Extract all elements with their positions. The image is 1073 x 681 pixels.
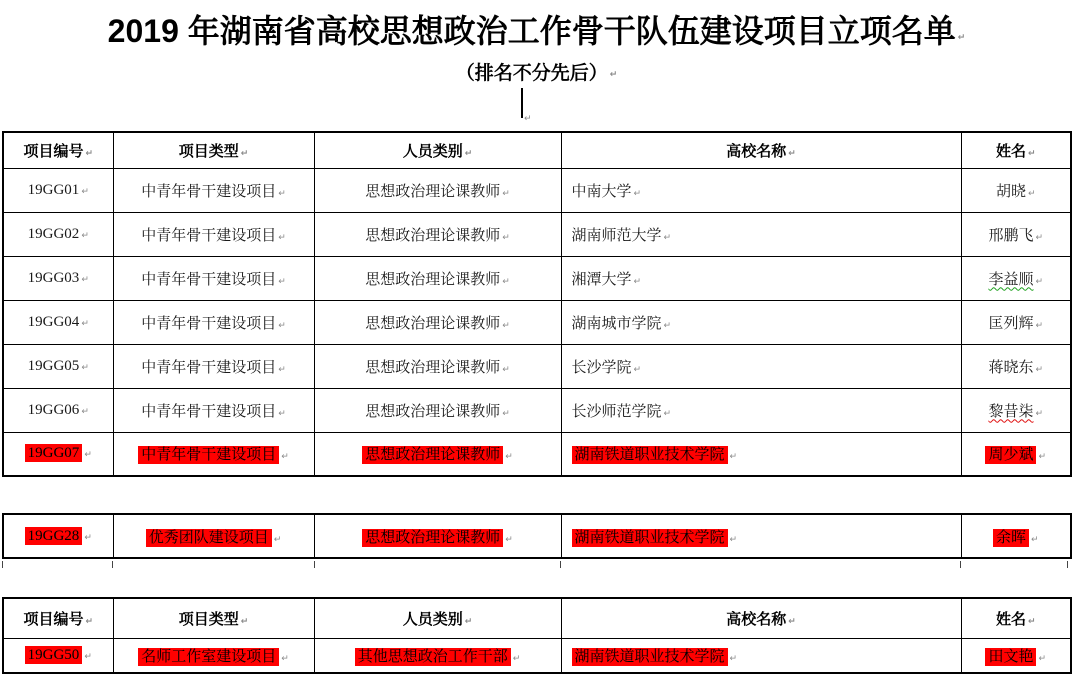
highlighted-text: 湖南铁道职业技术学院 [572,529,728,547]
table-row [3,168,1071,212]
cell-project-type [113,432,314,476]
cell-personnel-category: 思想政治理论课教师 ↵ [314,300,561,344]
spellcheck-underlined-name: 李益顺 [988,271,1034,288]
table-row [3,388,1071,432]
table-header-row [3,598,1071,638]
cell-name: 匡列辉 ↵ [961,300,1071,344]
cell-project-code [3,432,113,476]
header-name: 姓名 ↵ [961,598,1071,638]
highlighted-text: 思想政治理论课教师 [362,446,503,464]
cell-project-type [113,514,314,558]
cell-personnel-category: 思想政治理论课教师 ↵ [314,256,561,300]
cell-university: 湖南城市学院 ↵ [561,300,961,344]
header-personnel-category: 人员类别 ↵ [314,598,561,638]
cell-name [961,388,1071,432]
cell-university: 长沙学院 ↵ [561,344,961,388]
table-row [3,212,1071,256]
excellent-team-row-table [2,513,1072,559]
cell-project-type: 中青年骨干建设项目 ↵ [113,344,314,388]
callout-line [521,88,523,118]
cell-university: 湖南师范大学 ↵ [561,212,961,256]
cell-project-code: 19GG01 ↵ [3,168,113,212]
highlighted-text: 田文艳 [985,648,1036,666]
cell-name: 邢鹏飞 ↵ [961,212,1071,256]
table-edge-stub [1067,561,1068,568]
main-approval-table [2,131,1072,477]
table-edge-stub [2,561,3,568]
table-edge-stub [314,561,315,568]
cell-name: 蒋晓东 ↵ [961,344,1071,388]
page-title: 2019 年湖南省高校思想政治工作骨干队伍建设项目立项名单 ↵ [0,6,1073,52]
cell-project-type: 中青年骨干建设项目 ↵ [113,168,314,212]
header-university: 高校名称 ↵ [561,132,961,168]
cell-university [561,432,961,476]
table-row [3,300,1071,344]
master-studio-table [2,597,1072,674]
cell-project-type: 中青年骨干建设项目 ↵ [113,256,314,300]
table-row-highlighted [3,514,1071,558]
table-row [3,256,1071,300]
cell-project-code [3,638,113,673]
cell-university: 长沙师范学院 ↵ [561,388,961,432]
header-university: 高校名称 ↵ [561,598,961,638]
highlighted-text: 其他思想政治工作干部 [355,648,511,666]
highlighted-text: 思想政治理论课教师 [362,529,503,547]
cell-project-type: 中青年骨干建设项目 ↵ [113,388,314,432]
highlighted-text: 19GG07 [25,444,83,462]
cell-project-type: 中青年骨干建设项目 ↵ [113,212,314,256]
header-project-code: 项目编号 ↵ [3,132,113,168]
highlighted-text: 名师工作室建设项目 [138,648,279,666]
table-edge-stub [560,561,561,568]
cell-personnel-category [314,514,561,558]
highlighted-text: 湖南铁道职业技术学院 [572,446,728,464]
cell-name [961,432,1071,476]
highlighted-text: 19GG50 [25,646,83,664]
cell-personnel-category [314,432,561,476]
header-project-type: 项目类型 ↵ [113,598,314,638]
cell-personnel-category: 思想政治理论课教师 ↵ [314,168,561,212]
highlighted-text: 优秀团队建设项目 [146,529,272,547]
cell-name [961,514,1071,558]
highlighted-text: 周少斌 [985,446,1036,464]
highlighted-text: 湖南铁道职业技术学院 [572,648,728,666]
cell-personnel-category: 思想政治理论课教师 ↵ [314,388,561,432]
cell-university: 中南大学 ↵ [561,168,961,212]
cell-university [561,638,961,673]
cell-name: 胡晓 ↵ [961,168,1071,212]
table-edge-stub [960,561,961,568]
page-subtitle: （排名不分先后） ↵ [0,58,1073,85]
cell-personnel-category [314,638,561,673]
table-row-highlighted [3,432,1071,476]
cell-name [961,256,1071,300]
cell-personnel-category: 思想政治理论课教师 ↵ [314,212,561,256]
cell-personnel-category: 思想政治理论课教师 ↵ [314,344,561,388]
cell-project-code: 19GG04 ↵ [3,300,113,344]
spellcheck-underlined-name: 黎昔柒 [988,403,1034,420]
cell-project-type: 中青年骨干建设项目 ↵ [113,300,314,344]
cell-university [561,514,961,558]
header-project-code: 项目编号 ↵ [3,598,113,638]
table-row [3,344,1071,388]
highlighted-text: 中青年骨干建设项目 [138,446,279,464]
header-project-type: 项目类型 ↵ [113,132,314,168]
table-edge-stub [112,561,113,568]
cell-project-code: 19GG06 ↵ [3,388,113,432]
header-name: 姓名 ↵ [961,132,1071,168]
cell-project-type [113,638,314,673]
cell-project-code: 19GG02 ↵ [3,212,113,256]
table-row-highlighted [3,638,1071,673]
cell-university: 湘潭大学 ↵ [561,256,961,300]
highlighted-text: 19GG28 [25,527,83,545]
highlighted-text: 余晖 [993,529,1029,547]
cell-name [961,638,1071,673]
cell-project-code: 19GG05 ↵ [3,344,113,388]
header-personnel-category: 人员类别 ↵ [314,132,561,168]
cell-project-code [3,514,113,558]
table-header-row [3,132,1071,168]
cell-project-code: 19GG03 ↵ [3,256,113,300]
